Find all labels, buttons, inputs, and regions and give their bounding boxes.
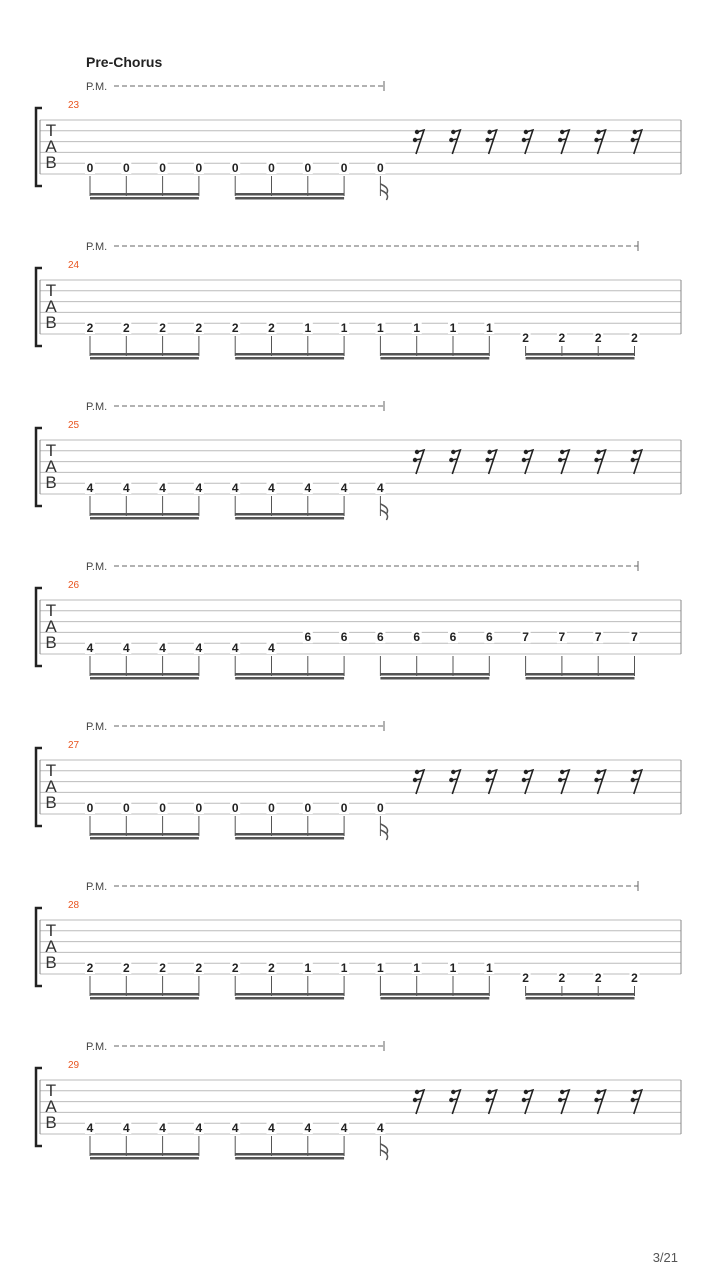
- fret-number: 4: [86, 481, 94, 495]
- beam-primary: [235, 513, 344, 516]
- fret-number: 4: [231, 1121, 239, 1135]
- fret-number: 2: [231, 321, 239, 335]
- fret-number: 2: [159, 321, 166, 335]
- fret-number: 4: [159, 481, 166, 495]
- fret-number: 0: [159, 161, 166, 175]
- measure-number: 27: [68, 740, 80, 751]
- fret-number: 7: [594, 630, 602, 645]
- fret-number: 0: [195, 161, 203, 175]
- fret-number: 0: [231, 161, 239, 175]
- fret-number: 1: [377, 961, 384, 975]
- fret-number: 0: [340, 801, 348, 815]
- beam-primary: [90, 833, 199, 836]
- fret-number: 4: [195, 1121, 203, 1135]
- fret-number: 2: [122, 961, 130, 975]
- fret-number: 0: [122, 801, 130, 815]
- fret-number: 4: [86, 641, 94, 655]
- palm-mute-label: P.M.: [86, 401, 108, 413]
- beam-secondary: [235, 837, 344, 840]
- fret-number: 7: [522, 630, 529, 645]
- beam-secondary: [526, 677, 635, 680]
- beam-secondary: [526, 357, 635, 360]
- fret-number: 4: [86, 1121, 94, 1135]
- sixteenth-rest-stroke: [524, 139, 530, 140]
- fret-number: 6: [377, 630, 384, 645]
- tab-clef-letter: B: [45, 793, 57, 812]
- fret-number: 2: [558, 971, 566, 985]
- tab-clef-letter: T: [45, 601, 57, 620]
- fret-number: 2: [522, 331, 529, 345]
- sixteenth-rest-stroke: [488, 779, 494, 780]
- fret-number: 2: [268, 321, 275, 335]
- fret-number: 0: [304, 801, 312, 815]
- fret-number: 1: [304, 321, 312, 335]
- fret-number: 0: [86, 161, 94, 175]
- beam-secondary: [235, 357, 344, 360]
- beam-secondary: [90, 517, 199, 520]
- sixteenth-rest-stroke: [488, 459, 494, 460]
- fret-number: 4: [195, 481, 203, 495]
- fret-number: 1: [377, 321, 384, 335]
- sixteenth-rest-stroke: [415, 459, 421, 460]
- fret-number: 4: [377, 481, 384, 495]
- fret-number: 2: [159, 961, 166, 975]
- sixteenth-rest-stroke: [524, 459, 530, 460]
- beam-secondary: [380, 677, 489, 680]
- fret-number: 6: [449, 630, 457, 645]
- beam-primary: [90, 353, 199, 356]
- note-flag: [380, 830, 387, 840]
- palm-mute-label: P.M.: [86, 1041, 108, 1053]
- fret-number: 2: [631, 971, 638, 985]
- fret-number: 6: [340, 630, 348, 645]
- fret-number: 1: [413, 321, 421, 335]
- measure-number: 29: [68, 1060, 80, 1071]
- sixteenth-rest-stroke: [633, 139, 639, 140]
- fret-number: 2: [594, 971, 602, 985]
- tab-clef-letter: B: [45, 313, 57, 332]
- palm-mute-label: P.M.: [86, 561, 108, 573]
- tab-clef-letter: T: [45, 921, 57, 940]
- sixteenth-rest-stroke: [524, 779, 530, 780]
- beam-primary: [90, 673, 199, 676]
- tab-clef-letter: B: [45, 633, 57, 652]
- tab-clef-letter: B: [45, 473, 57, 492]
- fret-number: 2: [86, 321, 94, 335]
- palm-mute-label: P.M.: [86, 721, 108, 733]
- beam-secondary: [235, 997, 344, 1000]
- tab-clef-letter: A: [45, 137, 57, 156]
- fret-number: 4: [122, 481, 130, 495]
- beam-secondary: [90, 837, 199, 840]
- tab-clef-letter: T: [45, 441, 57, 460]
- beam-secondary: [380, 997, 489, 1000]
- tab-clef-letter: A: [45, 937, 57, 956]
- note-flag: [380, 1150, 387, 1160]
- sixteenth-rest-stroke: [451, 139, 457, 140]
- beam-primary: [235, 1153, 344, 1156]
- tab-clef-letter: T: [45, 121, 57, 140]
- fret-number: 4: [268, 1121, 275, 1135]
- tab-clef-letter: A: [45, 617, 57, 636]
- beam-primary: [526, 673, 635, 676]
- fret-number: 4: [304, 481, 312, 495]
- beam-primary: [235, 993, 344, 996]
- fret-number: 4: [377, 1121, 384, 1135]
- section-title: Pre-Chorus: [86, 54, 163, 70]
- sixteenth-rest-stroke: [488, 139, 494, 140]
- fret-number: 0: [268, 801, 275, 815]
- sixteenth-rest-stroke: [451, 459, 457, 460]
- beam-primary: [90, 513, 199, 516]
- beam-primary: [380, 993, 489, 996]
- fret-number: 4: [122, 641, 130, 655]
- fret-number: 6: [485, 630, 493, 645]
- fret-number: 4: [159, 1121, 166, 1135]
- beam-primary: [235, 193, 344, 196]
- note-flag: [380, 510, 387, 520]
- tab-clef-letter: B: [45, 953, 57, 972]
- beam-primary: [380, 673, 489, 676]
- beam-primary: [235, 353, 344, 356]
- fret-number: 1: [449, 321, 457, 335]
- sixteenth-rest-stroke: [560, 779, 566, 780]
- measure-number: 28: [68, 900, 80, 911]
- fret-number: 1: [340, 321, 348, 335]
- sixteenth-rest-stroke: [597, 1099, 603, 1100]
- fret-number: 4: [195, 641, 203, 655]
- beam-primary: [526, 993, 635, 996]
- beam-primary: [90, 193, 199, 196]
- tab-clef-letter: T: [45, 281, 57, 300]
- fret-number: 0: [231, 801, 239, 815]
- fret-number: 4: [340, 1121, 348, 1135]
- fret-number: 4: [231, 481, 239, 495]
- beam-primary: [380, 353, 489, 356]
- fret-number: 1: [485, 321, 493, 335]
- sixteenth-rest-stroke: [415, 779, 421, 780]
- tab-clef-letter: A: [45, 297, 57, 316]
- fret-number: 2: [231, 961, 239, 975]
- fret-number: 4: [122, 1121, 130, 1135]
- beam-primary: [235, 833, 344, 836]
- beam-primary: [526, 353, 635, 356]
- sixteenth-rest-stroke: [415, 139, 421, 140]
- fret-number: 0: [159, 801, 166, 815]
- tab-clef-letter: A: [45, 777, 57, 796]
- sixteenth-rest-stroke: [597, 459, 603, 460]
- palm-mute-label: P.M.: [86, 241, 108, 253]
- measure-number: 25: [68, 420, 80, 431]
- fret-number: 6: [413, 630, 421, 645]
- beam-primary: [235, 673, 344, 676]
- tab-clef-letter: T: [45, 761, 57, 780]
- measure-number: 26: [68, 580, 80, 591]
- beam-secondary: [90, 1157, 199, 1160]
- fret-number: 4: [340, 481, 348, 495]
- fret-number: 2: [195, 321, 203, 335]
- fret-number: 4: [268, 481, 275, 495]
- beam-secondary: [235, 677, 344, 680]
- fret-number: 0: [304, 161, 312, 175]
- sixteenth-rest-stroke: [488, 1099, 494, 1100]
- measure-number: 23: [68, 100, 80, 111]
- fret-number: 1: [413, 961, 421, 975]
- page-number: 3/21: [652, 1250, 678, 1265]
- beam-primary: [90, 993, 199, 996]
- fret-number: 4: [231, 641, 239, 655]
- sixteenth-rest-stroke: [451, 1099, 457, 1100]
- fret-number: 2: [631, 331, 638, 345]
- beam-secondary: [90, 677, 199, 680]
- beam-primary: [90, 1153, 199, 1156]
- fret-number: 4: [159, 641, 166, 655]
- fret-number: 1: [340, 961, 348, 975]
- fret-number: 1: [449, 961, 457, 975]
- fret-number: 0: [340, 161, 348, 175]
- fret-number: 2: [268, 961, 275, 975]
- fret-number: 7: [631, 630, 638, 645]
- fret-number: 0: [86, 801, 94, 815]
- palm-mute-label: P.M.: [86, 81, 108, 93]
- tab-clef-letter: B: [45, 1113, 57, 1132]
- beam-secondary: [90, 357, 199, 360]
- fret-number: 2: [86, 961, 94, 975]
- sixteenth-rest-stroke: [633, 459, 639, 460]
- sixteenth-rest-stroke: [560, 459, 566, 460]
- fret-number: 0: [377, 161, 384, 175]
- fret-number: 0: [195, 801, 203, 815]
- fret-number: 2: [594, 331, 602, 345]
- fret-number: 2: [522, 971, 529, 985]
- fret-number: 0: [377, 801, 384, 815]
- tab-clef-letter: B: [45, 153, 57, 172]
- note-flag: [380, 190, 387, 200]
- fret-number: 0: [268, 161, 275, 175]
- beam-secondary: [235, 517, 344, 520]
- beam-secondary: [380, 357, 489, 360]
- fret-number: 4: [304, 1121, 312, 1135]
- fret-number: 1: [304, 961, 312, 975]
- fret-number: 6: [304, 630, 312, 645]
- beam-secondary: [235, 197, 344, 200]
- fret-number: 2: [558, 331, 566, 345]
- sixteenth-rest-stroke: [560, 1099, 566, 1100]
- fret-number: 2: [195, 961, 203, 975]
- beam-secondary: [90, 997, 199, 1000]
- fret-number: 4: [268, 641, 275, 655]
- sixteenth-rest-stroke: [633, 1099, 639, 1100]
- beam-secondary: [235, 1157, 344, 1160]
- tab-clef-letter: A: [45, 457, 57, 476]
- sixteenth-rest-stroke: [415, 1099, 421, 1100]
- sixteenth-rest-stroke: [560, 139, 566, 140]
- sixteenth-rest-stroke: [597, 779, 603, 780]
- fret-number: 7: [558, 630, 566, 645]
- measure-number: 24: [68, 260, 80, 271]
- fret-number: 0: [122, 161, 130, 175]
- fret-number: 1: [485, 961, 493, 975]
- fret-number: 2: [122, 321, 130, 335]
- palm-mute-label: P.M.: [86, 881, 108, 893]
- sixteenth-rest-stroke: [524, 1099, 530, 1100]
- sixteenth-rest-stroke: [451, 779, 457, 780]
- sixteenth-rest-stroke: [633, 779, 639, 780]
- tab-clef-letter: T: [45, 1081, 57, 1100]
- beam-secondary: [90, 197, 199, 200]
- tab-clef-letter: A: [45, 1097, 57, 1116]
- sixteenth-rest-stroke: [597, 139, 603, 140]
- beam-secondary: [526, 997, 635, 1000]
